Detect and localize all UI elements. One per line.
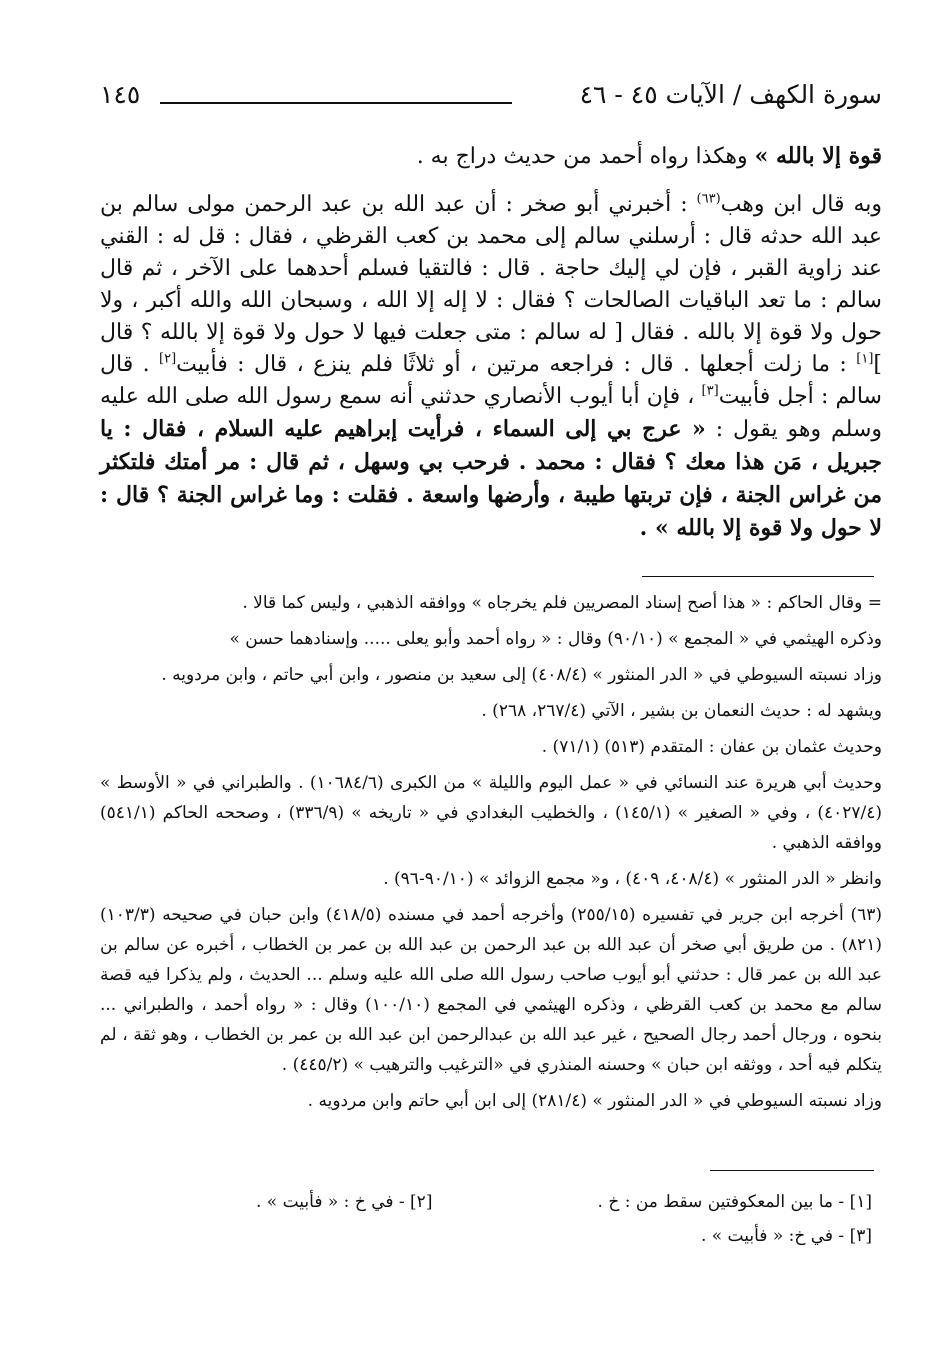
paragraph-1-text: وهكذا رواه أحمد من حديث دراج به .: [416, 144, 755, 169]
footnote-1: [١] - ما بين المعكوفتين سقط من : خ .: [597, 1192, 872, 1212]
paragraph-2-body-2: : ما زلت أجعلها . قال : فراجعه مرتين ، أو ثلاثًا فلم ينزع ، قال : فأبيت: [176, 352, 857, 377]
footnote-ref-1: [١]: [856, 351, 874, 367]
running-header: [100, 80, 882, 120]
note-line: وحديث أبي هريرة عند النسائي في « عمل اليوم والليلة » من الكبرى (١٠٦٨٤/٦) . والطبراني في « الأوسط » (٤٠٢٧/٤) ، وفي « الصغير » (١٤٥/١) ، والخطيب البغدادي في « تاريخه » (٣٣٦/٩) ، وصححه الحاكم (٥٤١/١) ووافقه الذهبي .: [100, 773, 882, 853]
notes-divider: [642, 576, 874, 577]
header-rule: [160, 102, 512, 104]
note-line: وزاد نسبته السيوطي في « الدر المنثور » (٤٠٨/٤) إلى سعيد بن منصور ، وابن أبي حاتم ، وابن مردويه .: [161, 665, 882, 685]
note-line: وحديث عثمان بن عفان : المتقدم (٥١٣) (٧١/١) .: [541, 737, 882, 757]
footnote-ref-63: (٦٣): [696, 191, 721, 207]
paragraph-2: [100, 189, 882, 545]
hadith-quote: « عرج بي إلى السماء ، فرأيت إبراهيم عليه السلام ، فقال : يا جبريل ، مَن هذا معك ؟ فقال : محمد . فرحب بي وسهل ، ثم قال : مر أمتك فلتكثر من غراس الجنة ، فإن تربتها طيبة ، وأرضها واسعة . فقلت : وما غراس الجنة ؟ قال : لا حول ولا قوة إلا بالله » .: [100, 416, 882, 541]
main-text: [100, 140, 882, 561]
footnote-2: [٢] - في خ : « فأبيت » .: [256, 1192, 433, 1212]
page-number: ١٤٥: [100, 80, 141, 109]
surah-title: سورة الكهف / الآيات ٤٥ - ٤٦: [579, 80, 882, 109]
commentary-notes: [100, 588, 882, 1122]
note-line: = وقال الحاكم : « هذا أصح إسناد المصريين فلم يخرجاه » ووافقه الذهبي ، وليس كما قالا .: [242, 593, 882, 613]
paragraph-2-body: : أخبرني أبو صخر : أن عبد الله بن عبد الرحمن مولى سالم بن عبد الله حدثه قال : أرسلني سالم إلى محمد بن كعب القرظي ، فقال : قل له : القني عند زاوية القبر ، فإن لي إليك حاجة . قال : فالتقيا فسلم أحدهما على الآخر ، ثم قال سالم : ما تعد الباقيات الصالحات ؟ فقال : لا إله إلا الله ، وسبحان الله والله أكبر ، ولا حول ولا قوة إلا بالله . فقال [ له سالم : متى جعلت فيها لا حول ولا قوة إلا بالله ؟ قال ]: [100, 192, 882, 377]
note-line: وزاد نسبته السيوطي في « الدر المنثور » (٢٨١/٤) إلى ابن أبي حاتم وابن مردويه .: [307, 1091, 882, 1111]
note-line: وانظر « الدر المنثور » (٤٠٨/٤، ٤٠٩) ، و« مجمع الزوائد » (٩٠/١٠-٩٦) .: [383, 869, 882, 889]
paragraph-2-intro: وبه قال ابن وهب: [720, 192, 882, 217]
quote-end: قوة إلا بالله »: [754, 143, 882, 169]
note-line: ويشهد له : حديث النعمان بن بشير ، الآتي (٢٦٧/٤، ٢٦٨) .: [481, 701, 882, 721]
note-line: وذكره الهيثمي في « المجمع » (٩٠/١٠) وقال : « رواه أحمد وأبو يعلى ..... وإسنادهما حسن »: [229, 629, 882, 649]
footnote-ref-3: [٣]: [701, 383, 719, 399]
paragraph-2-body-3: . قال سالم : أجل فأبيت: [100, 352, 882, 409]
paragraph-2-body-4: ، فإن أبا أيوب الأنصاري حدثني أنه سمع رسول الله صلى الله عليه وسلم وهو يقول :: [100, 384, 883, 442]
footnotes-divider: [710, 1170, 874, 1171]
note-63: (٦٣) أخرجه ابن جرير في تفسيره (٢٥٥/١٥) وأخرجه أحمد في مسنده (٤١٨/٥) وابن حبان في صحيحه (١٠٣/٣) (٨٢١) . من طريق أبي صخر أن عبد الله بن عبد الرحمن بن عبد الله بن عمر بن الخطاب ، أخبره عن سالم بن عبد الله بن عمر قال : حدثني أبو أيوب صاحب رسول الله صلى الله عليه وسلم ... الحديث ، ولم يذكرا فيه قصة سالم مع محمد بن كعب القرظي ، وذكره الهيثمي في المجمع (١٠٠/١٠) وقال : « رواه أحمد ، والطبراني ... بنحوه ، ورجال أحمد رجال الصحيح ، غير عبد الله بن عبدالرحمن ابن عبد الله بن عمر بن الخطاب ، وهو ثقة ، لم يتكلم فيه أحد ، ووثقه ابن حبان » وحسنه المنذري في «الترغيب والترهيب » (٤٤٥/٢) .: [100, 905, 883, 1075]
paragraph-1: [100, 140, 882, 173]
footnote-3: [٣] - في خ: « فأبيت » .: [700, 1226, 872, 1246]
footnote-ref-2: [٢]: [159, 351, 177, 367]
